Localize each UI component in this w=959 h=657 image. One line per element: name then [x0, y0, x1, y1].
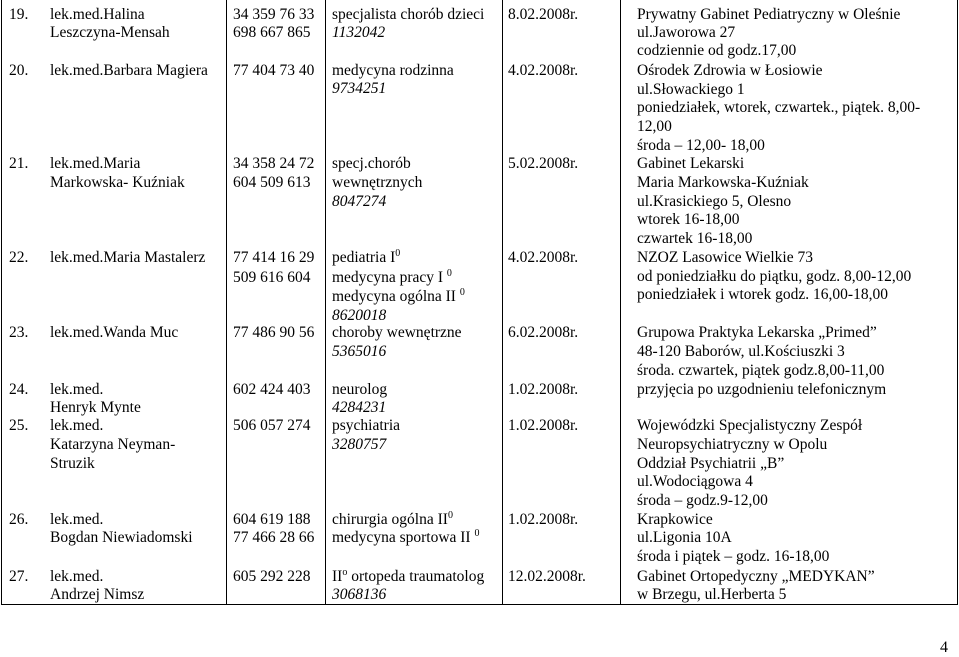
row-25-date: 1.02.2008r.	[508, 417, 579, 434]
row-27-code: 3068136	[332, 586, 387, 603]
row-22-date: 4.02.2008r.	[508, 249, 579, 266]
row-21-place-3: ul.Krasickiego 5, Olesno	[637, 193, 792, 210]
row-25-code: 3280757	[332, 436, 387, 453]
row-23-phone: 77 486 90 56	[233, 324, 315, 341]
row-27-place-1: Gabinet Ortopedyczny „MEDYKAN”	[637, 568, 875, 585]
row-26-place-2: ul.Ligonia 10A	[637, 529, 732, 546]
row-21-place-5: czwartek 16-18,00	[637, 230, 753, 247]
row-19-name-1: lek.med.Halina	[50, 6, 145, 23]
row-20-code: 9734251	[332, 80, 387, 97]
row-24-spec: neurolog	[332, 381, 388, 398]
row-25-name-2: Katarzyna Neyman-	[50, 436, 176, 453]
row-22-spec-3	[332, 287, 465, 306]
row-26-name-1: lek.med.	[50, 511, 104, 528]
row-19-place-1: Prywatny Gabinet Pediatryczny w Oleśnie	[637, 6, 901, 23]
row-19-date: 8.02.2008r.	[508, 6, 579, 23]
row-24-place-1: przyjęcia po uzgodnieniu telefonicznym	[637, 381, 887, 398]
col-divider-2	[325, 0, 326, 604]
row-23-num: 23.	[9, 324, 29, 341]
row-23-code: 5365016	[332, 343, 387, 360]
row-21-code: 8047274	[332, 193, 387, 210]
right-border	[957, 0, 958, 604]
row-21-date: 5.02.2008r.	[508, 155, 579, 172]
row-27-spec-prefix: II	[332, 568, 343, 585]
row-21-name-1: lek.med.Maria	[50, 155, 141, 172]
row-20-spec: medycyna rodzinna	[332, 62, 454, 79]
row-20-date: 4.02.2008r.	[508, 62, 579, 79]
row-24-name-1: lek.med.	[50, 381, 104, 398]
row-26-phone-1: 604 619 188	[233, 511, 311, 528]
row-24-date: 1.02.2008r.	[508, 381, 579, 398]
row-21-phone-2: 604 509 613	[233, 174, 311, 191]
row-26-place-3: środa i piątek – godz. 16-18,00	[637, 548, 830, 565]
row-26-spec-1	[332, 510, 453, 529]
row-19-phone-1: 34 359 76 33	[233, 6, 315, 23]
row-21-place-1: Gabinet Lekarski	[637, 155, 745, 172]
row-26-spec-2-sup: 0	[474, 528, 480, 539]
row-27-num: 27.	[9, 568, 29, 585]
row-22-code: 8620018	[332, 307, 387, 324]
row-21-place-2: Maria Markowska-Kuźniak	[637, 174, 809, 191]
row-27-spec-text: ortopeda traumatolog	[351, 568, 485, 585]
row-23-place-3: środa. czwartek, piątek godz.8,00-11,00	[637, 362, 885, 379]
row-25-num: 25.	[9, 417, 29, 434]
row-22-phone-1: 77 414 16 29	[233, 249, 315, 266]
row-27-name-1: lek.med.	[50, 568, 104, 585]
row-23-place-1: Grupowa Praktyka Lekarska „Primed”	[637, 324, 877, 341]
row-26-name-2: Bogdan Niewiadomski	[50, 529, 193, 546]
row-25-phone: 506 057 274	[233, 417, 311, 434]
row-20-place-1: Ośrodek Zdrowia w Łosiowie	[637, 62, 823, 79]
row-20-place-5: środa – 12,00- 18,00	[637, 137, 765, 154]
row-22-spec-1	[332, 248, 400, 267]
row-26-phone-2: 77 466 28 66	[233, 529, 315, 546]
row-25-place-4: ul.Wodociągowa 4	[637, 473, 753, 490]
row-23-spec: choroby wewnętrzne	[332, 324, 462, 341]
left-border	[1, 0, 2, 604]
row-22-spec-1-sup: 0	[395, 248, 401, 259]
col-divider-4	[620, 0, 621, 604]
row-25-place-1: Wojewódzki Specjalistyczny Zespół	[637, 417, 863, 434]
row-23-name: lek.med.Wanda Muc	[50, 324, 179, 341]
row-22-num: 22.	[9, 249, 29, 266]
row-27-spec-sup: o	[342, 567, 348, 578]
row-25-name-3: Struzik	[50, 455, 95, 472]
row-25-name-1: lek.med.	[50, 417, 104, 434]
row-20-place-2: ul.Słowackiego 1	[637, 81, 745, 98]
row-22-place-2: od poniedziałku do piątku, godz. 8,00-12,00	[637, 268, 912, 285]
row-25-place-2: Neuropsychiatryczny w Opolu	[637, 436, 828, 453]
col-divider-3	[502, 0, 503, 604]
row-25-spec: psychiatria	[332, 417, 401, 434]
row-19-code: 1132042	[332, 24, 386, 41]
row-26-num: 26.	[9, 511, 29, 528]
row-27-name-2: Andrzej Nimsz	[50, 586, 145, 603]
row-20-place-4: 12,00	[637, 118, 672, 135]
row-19-name-2: Leszczyna-Mensah	[50, 24, 170, 41]
row-22-place-1: NZOZ Lasowice Wielkie 73	[637, 249, 813, 266]
row-27-phone: 605 292 228	[233, 568, 311, 585]
row-26-spec-2-text: medycyna sportowa II	[332, 529, 471, 546]
row-22-spec-3-sup: 0	[459, 287, 465, 298]
row-22-spec-2	[332, 268, 452, 287]
row-22-spec-1-text: pediatria I	[332, 249, 396, 266]
bottom-border	[1, 604, 958, 605]
col-divider-1	[226, 0, 227, 604]
row-22-place-3: poniedziałek i wtorek godz. 16,00-18,00	[637, 286, 888, 303]
row-21-phone-1: 34 358 24 72	[233, 155, 315, 172]
row-19-place-2: ul.Jaworowa 27	[637, 24, 736, 41]
row-20-phone: 77 404 73 40	[233, 62, 315, 79]
row-26-place-1: Krapkowice	[637, 511, 713, 528]
row-21-spec-1: specj.chorób	[332, 155, 411, 172]
row-23-place-2: 48-120 Baborów, ul.Kościuszki 3	[637, 343, 845, 360]
row-21-name-2: Markowska- Kuźniak	[50, 174, 185, 191]
row-24-phone: 602 424 403	[233, 381, 311, 398]
row-21-place-4: wtorek 16-18,00	[637, 211, 740, 228]
row-26-spec-1-sup: 0	[447, 510, 453, 521]
row-27-spec	[332, 567, 484, 586]
row-23-date: 6.02.2008r.	[508, 324, 579, 341]
row-26-spec-2	[332, 528, 479, 547]
row-22-spec-3-text: medycyna ogólna II	[332, 288, 456, 305]
page-number: 4	[940, 639, 948, 656]
row-22-name: lek.med.Maria Mastalerz	[50, 249, 206, 266]
row-27-place-2: w Brzegu, ul.Herberta 5	[637, 586, 787, 603]
row-25-place-3: Oddział Psychiatrii „B”	[637, 455, 785, 472]
row-22-spec-2-text: medycyna pracy I	[332, 269, 444, 286]
row-27-date: 12.02.2008r.	[508, 568, 586, 585]
row-24-code: 4284231	[332, 399, 387, 416]
row-21-num: 21.	[9, 155, 29, 172]
row-21-spec-2: wewnętrznych	[332, 174, 423, 191]
row-22-spec-2-sup: 0	[446, 268, 452, 279]
row-24-name-2: Henryk Mynte	[50, 399, 141, 416]
row-26-date: 1.02.2008r.	[508, 511, 579, 528]
row-24-num: 24.	[9, 381, 29, 398]
row-19-place-3: codziennie od godz.17,00	[637, 42, 797, 59]
row-20-name: lek.med.Barbara Magiera	[50, 62, 208, 79]
row-26-spec-1-text: chirurgia ogólna II	[332, 511, 448, 528]
row-25-place-5: środa – godz.9-12,00	[637, 492, 768, 509]
row-20-place-3: poniedziałek, wtorek, czwartek., piątek. 8,00-	[637, 99, 921, 116]
row-22-phone-2: 509 616 604	[233, 269, 311, 286]
row-20-num: 20.	[9, 62, 29, 79]
row-19-phone-2: 698 667 865	[233, 24, 311, 41]
row-19-spec: specjalista chorób dzieci	[332, 6, 485, 23]
row-19-num: 19.	[9, 6, 29, 23]
